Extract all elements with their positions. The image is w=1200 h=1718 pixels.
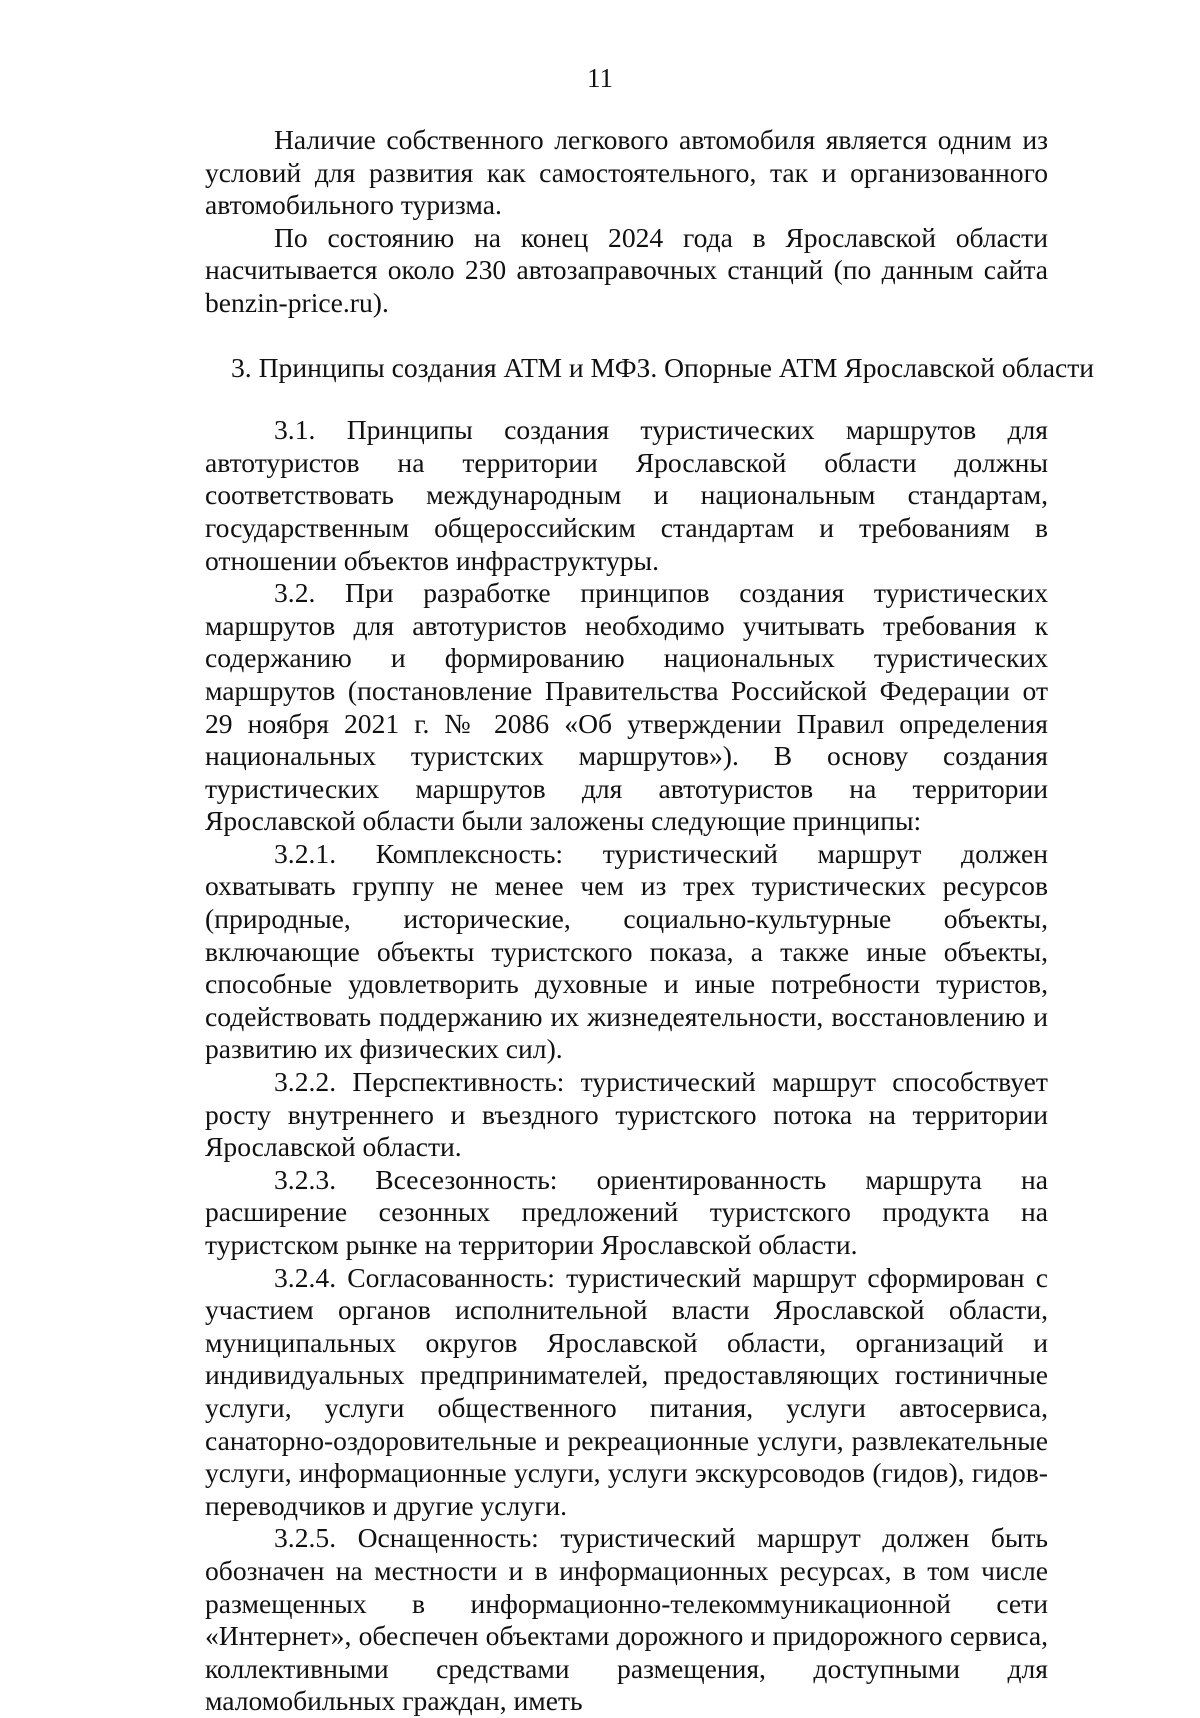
page-number: 11 <box>587 63 613 93</box>
paragraph-3-2-5: 3.2.5. Оснащенность: туристический маршрут должен быть обозначен на местности и в информационных ресурсах, в том числе размещенных в информационно-телекоммуникационной сети «Интернет», обеспечен объектами дорожного и придорожного сервиса, коллективными средствами размещения, доступными для маломобильных граждан, иметь <box>205 1522 1048 1717</box>
document-body <box>205 124 1095 1718</box>
paragraph-3-2: 3.2. При разработке принципов создания туристических маршрутов для автотуристов необходимо учитывать требования к содержанию и формированию национальных туристических маршрутов (постановление Правительства Российской Федерации от 29 ноября 2021 г. № 2086 «Об утверждении Правил определения национальных туристских маршрутов»). В основу создания туристических маршрутов для автотуристов на территории Ярославской области были заложены следующие принципы: <box>205 577 1048 837</box>
paragraph-3-2-2: 3.2.2. Перспективность: туристический маршрут способствует росту внутреннего и въездного туристского потока на территории Ярославской области. <box>205 1066 1048 1163</box>
paragraph-3-2-4: 3.2.4. Согласованность: туристический маршрут сформирован с участием органов исполнительной власти Ярославской области, муниципальных округов Ярославской области, организаций и индивидуальных предпринимателей, предоставляющих гостиничные услуги, услуги общественного питания, услуги автосервиса, санаторно-оздоровительные и рекреационные услуги, развлекательные услуги, информационные услуги, услуги экскурсоводов (гидов), гидов-переводчиков и другие услуги. <box>205 1261 1048 1521</box>
paragraph-3-2-1: 3.2.1. Комплексность: туристический маршрут должен охватывать группу не менее чем из трех туристических ресурсов (природные, исторические, социально-культурные объекты, включающие объекты туристского показа, а также иные объекты, способные удовлетворить духовные и иные потребности туристов, содействовать поддержанию их жизнедеятельности, восстановлению и развитию их физических сил). <box>205 837 1048 1065</box>
paragraph-car-ownership: Наличие собственного легкового автомобиля является одним из условий для развития как самостоятельного, так и организованного автомобильного туризма. <box>205 124 1048 221</box>
section-heading: 3. Принципы создания АТМ и МФЗ. Опорные АТМ Ярославской области <box>231 351 1095 383</box>
paragraph-3-2-3: 3.2.3. Всесезонность: ориентированность маршрута на расширение сезонных предложений туристского продукта на туристском рынке на территории Ярославской области. <box>205 1163 1048 1260</box>
paragraph-gas-stations: По состоянию на конец 2024 года в Ярославской области насчитывается около 230 автозаправочных станций (по данным сайта benzin-price.ru). <box>205 221 1048 318</box>
paragraph-3-1: 3.1. Принципы создания туристических маршрутов для автотуристов на территории Ярославской области должны соответствовать международным и национальным стандартам, государственным общероссийским стандартам и требованиям в отношении объектов инфраструктуры. <box>205 414 1048 576</box>
